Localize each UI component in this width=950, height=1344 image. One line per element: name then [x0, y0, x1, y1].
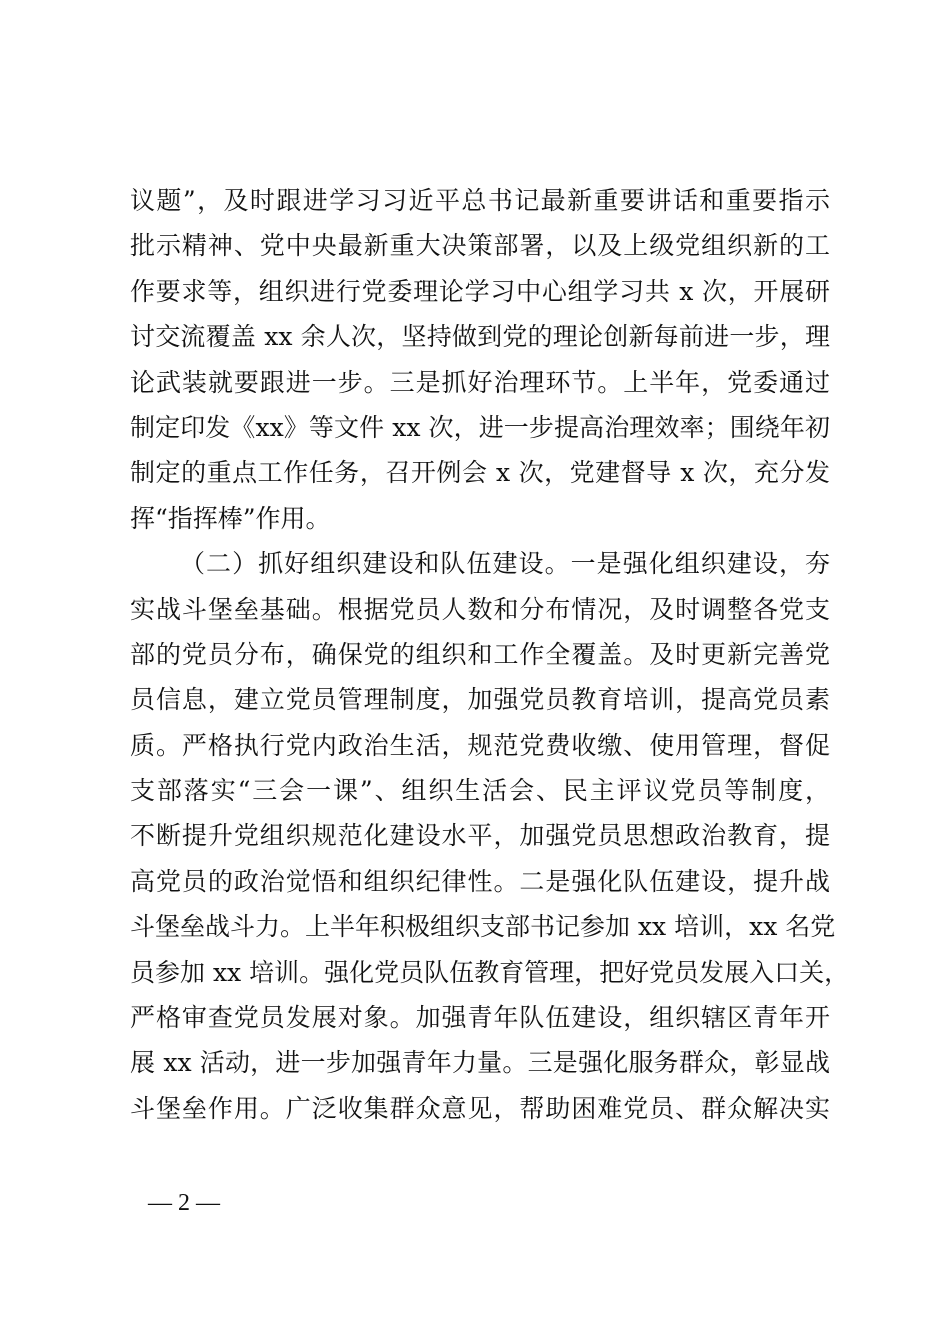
text-line: 质。严格执行党内政治生活，规范党费收缴、使用管理，督促	[130, 730, 830, 760]
text-line: 不断提升党组织规范化建设水平，加强党员思想政治教育，提	[130, 821, 830, 851]
text-line: 斗堡垒作用。广泛收集群众意见，帮助困难党员、群众解决实	[130, 1093, 830, 1123]
text-line: 严格审查党员发展对象。加强青年队伍建设，组织辖区青年开	[130, 1003, 830, 1033]
text-line: 挥“指挥棒”作用。	[130, 503, 331, 533]
section-heading-line: （二）抓好组织建设和队伍建设。一是强化组织建设，夯	[180, 549, 830, 579]
text-line: 斗堡垒战斗力。上半年积极组织支部书记参加 xx 培训，xx 名党	[130, 912, 836, 942]
text-line: 支部落实“三会一课”、组织生活会、民主评议党员等制度，	[130, 776, 830, 806]
text-line: 实战斗堡垒基础。根据党员人数和分布情况，及时调整各党支	[130, 594, 830, 624]
text-line: 员信息，建立党员管理制度，加强党员教育培训，提高党员素	[130, 685, 830, 715]
text-line: 员参加 xx 培训。强化党员队伍教育管理，把好党员发展入口关，	[130, 957, 850, 987]
text-line: 高党员的政治觉悟和组织纪律性。二是强化队伍建设，提升战	[130, 866, 830, 896]
text-line: 部的党员分布，确保党的组织和工作全覆盖。及时更新完善党	[130, 639, 830, 669]
text-line: 讨交流覆盖 xx 余人次，坚持做到党的理论创新每前进一步，理	[130, 322, 830, 352]
text-line: 展 xx 活动，进一步加强青年力量。三是强化服务群众，彰显战	[130, 1048, 830, 1078]
text-line: 论武装就要跟进一步。三是抓好治理环节。上半年，党委通过	[130, 367, 830, 397]
text-line: 批示精神、党中央最新重大决策部署，以及上级党组织新的工	[130, 231, 830, 261]
body-text	[130, 178, 850, 1131]
text-line: 制定的重点工作任务，召开例会 x 次，党建督导 x 次，充分发	[130, 458, 830, 488]
page-number: — 2 —	[148, 1190, 220, 1216]
text-line: 作要求等，组织进行党委理论学习中心组学习共 x 次，开展研	[130, 276, 830, 306]
text-line: 制定印发《xx》等文件 xx 次，进一步提高治理效率；围绕年初	[130, 412, 830, 442]
text-line: 议题”，及时跟进学习习近平总书记最新重要讲话和重要指示	[130, 186, 830, 215]
